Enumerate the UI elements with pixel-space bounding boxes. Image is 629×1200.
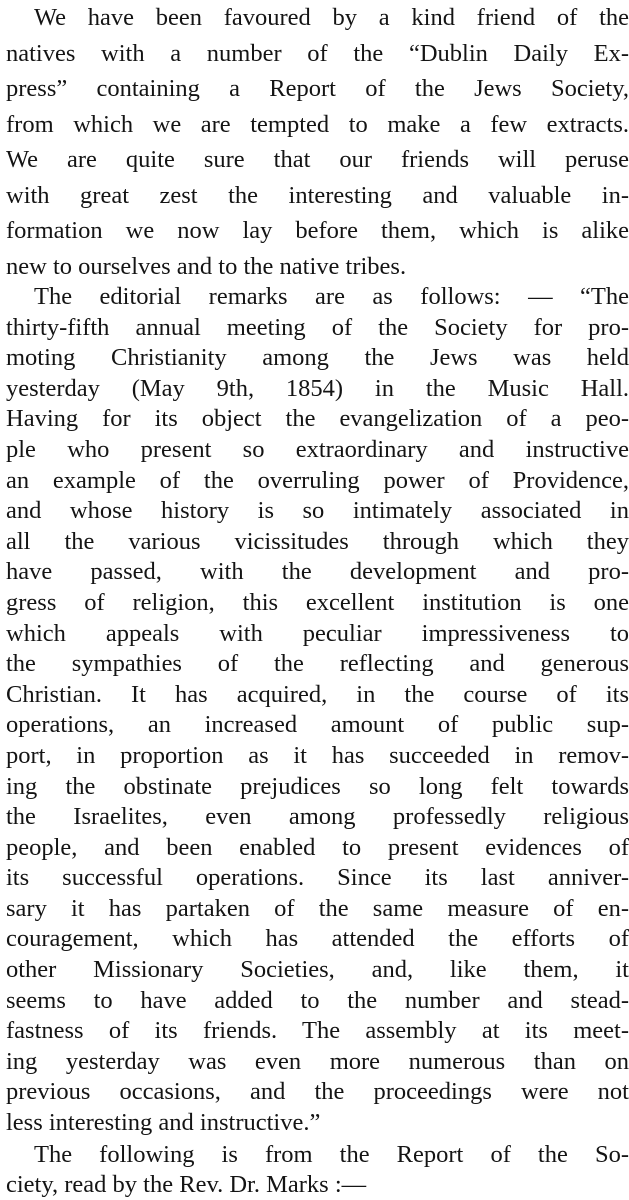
- paragraph-intro: [6, 0, 629, 284]
- text-line: which appeals with peculiar impressiveness to: [6, 619, 629, 647]
- text-line: gress of religion, this excellent institution is one: [6, 588, 629, 616]
- text-line: operations, an increased amount of public sup-: [6, 711, 629, 739]
- text-line: couragement, which has attended the efforts of: [6, 925, 629, 953]
- text-line: natives with a number of the “Dublin Daily Ex-: [6, 39, 629, 67]
- text-line: The following is from the Report of the So-: [34, 1140, 629, 1168]
- text-line: have passed, with the development and pro-: [6, 558, 629, 586]
- text-line: new to ourselves and to the native tribes.: [6, 252, 407, 280]
- text-line: and whose history is so intimately associated in: [6, 497, 629, 525]
- text-line: an example of the overruling power of Providence,: [6, 466, 629, 494]
- text-line: people, and been enabled to present evidences of: [6, 833, 629, 861]
- text-line: seems to have added to the number and stead-: [6, 986, 629, 1014]
- text-line: sary it has partaken of the same measure of en-: [6, 894, 629, 922]
- text-line: ing yesterday was even more numerous than on: [6, 1047, 629, 1075]
- text-line: other Missionary Societies, and, like them, it: [6, 956, 629, 984]
- text-line: from which we are tempted to make a few extracts.: [6, 110, 629, 138]
- text-line: less interesting and instructive.”: [6, 1109, 321, 1137]
- text-line: fastness of its friends. The assembly at its meet-: [6, 1017, 629, 1045]
- text-line: formation we now lay before them, which is alike: [6, 217, 629, 244]
- text-line: yesterday (May 9th, 1854) in the Music Hall.: [6, 374, 629, 402]
- paragraph-editorial-remarks: [6, 282, 629, 1139]
- text-line: We have been favoured by a kind friend of the: [34, 4, 629, 31]
- text-line: its successful operations. Since its last anniver-: [6, 864, 629, 892]
- text-line: We are quite sure that our friends will peruse: [6, 146, 629, 173]
- text-line: Having for its object the evangelization of a peo-: [6, 405, 629, 433]
- text-line: port, in proportion as it has succeeded in remov-: [6, 741, 629, 769]
- text-line: The editorial remarks are as follows: — “The: [34, 283, 629, 310]
- text-line: moting Christianity among the Jews was held: [6, 344, 629, 372]
- text-line: the sympathies of the reflecting and generous: [6, 650, 629, 678]
- text-line: the Israelites, even among professedly religious: [6, 803, 629, 831]
- text-line: all the various vicissitudes through which they: [6, 527, 629, 555]
- text-line: press” containing a Report of the Jews Society,: [6, 75, 629, 102]
- text-line: ing the obstinate prejudices so long felt towards: [6, 772, 629, 800]
- text-line: Christian. It has acquired, in the course of its: [6, 680, 629, 708]
- text-line: thirty-fifth annual meeting of the Society for pro-: [6, 313, 629, 341]
- paragraph-report-intro: [6, 1140, 629, 1200]
- text-line: ple who present so extraordinary and instructive: [6, 435, 629, 463]
- text-line: previous occasions, and the proceedings were not: [6, 1078, 629, 1106]
- text-line: with great zest the interesting and valuable in-: [6, 181, 629, 209]
- text-line: ciety, read by the Rev. Dr. Marks :—: [6, 1170, 367, 1198]
